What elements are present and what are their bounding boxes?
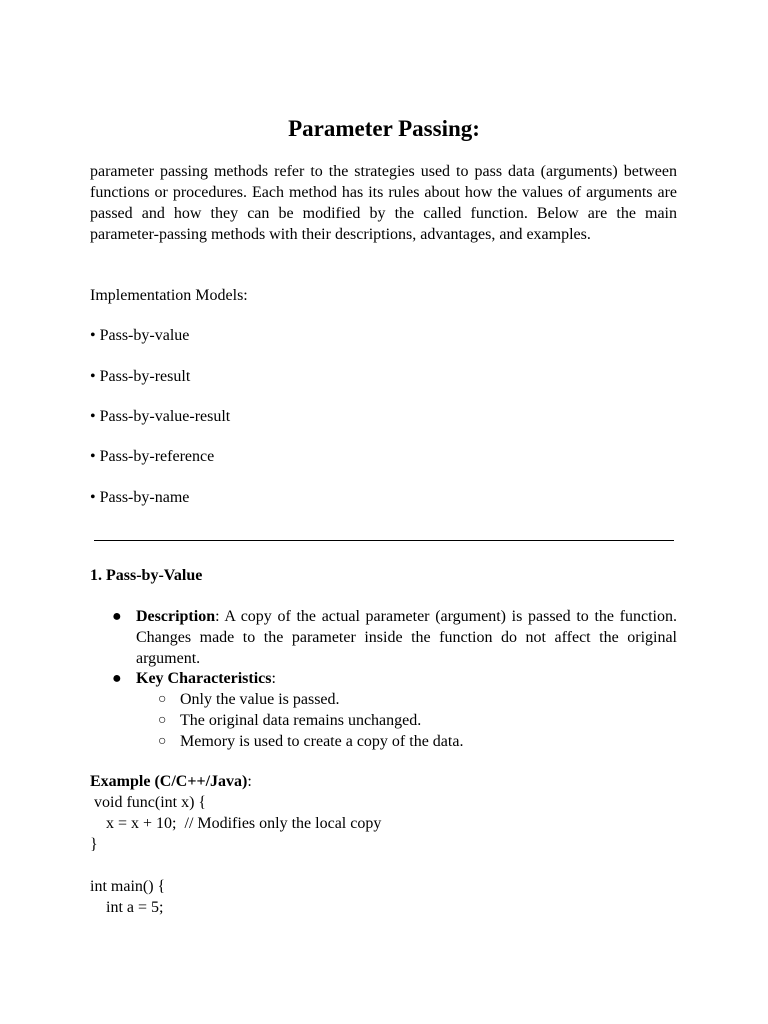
- key-characteristics-label: Key Characteristics: [136, 670, 272, 687]
- model-item: • Pass-by-value-result: [90, 408, 231, 425]
- description-item: [136, 606, 677, 669]
- circle-bullet-icon: ○: [158, 734, 167, 749]
- page-title: Parameter Passing:: [288, 116, 480, 141]
- model-item: • Pass-by-name: [90, 489, 190, 506]
- example-colon: :: [247, 773, 252, 790]
- characteristic-item: Only the value is passed.: [180, 691, 340, 708]
- example-label: Example (C/C++/Java): [90, 773, 248, 790]
- code-line: int a = 5;: [90, 899, 164, 916]
- disc-bullet-icon: ●: [112, 608, 122, 625]
- key-characteristics-colon: :: [271, 670, 276, 687]
- model-item: • Pass-by-result: [90, 368, 191, 385]
- code-line: void func(int x) {: [90, 794, 207, 811]
- horizontal-divider: [94, 540, 674, 541]
- key-characteristics-item: [136, 668, 677, 689]
- code-line: int main() {: [90, 878, 166, 895]
- disc-bullet-icon: ●: [112, 670, 122, 687]
- models-heading: Implementation Models:: [90, 287, 248, 304]
- model-item: • Pass-by-reference: [90, 448, 215, 465]
- characteristic-item: The original data remains unchanged.: [180, 712, 422, 729]
- characteristic-item: Memory is used to create a copy of the data.: [180, 733, 464, 750]
- section-heading-pass-by-value: 1. Pass-by-Value: [90, 567, 203, 584]
- intro-paragraph: parameter passing methods refer to the strategies used to pass data (arguments) between functions or procedures. Each method has its rules about how the values of arguments are passed and how they can be modified by the called function. Below are the main parameter-passing methods with their descriptions, advantages, and examples.: [90, 163, 677, 243]
- code-line: x = x + 10; // Modifies only the local copy: [90, 815, 382, 832]
- circle-bullet-icon: ○: [158, 692, 167, 707]
- example-heading: [90, 771, 252, 792]
- description-label: Description: [136, 608, 216, 625]
- circle-bullet-icon: ○: [158, 713, 167, 728]
- model-item: • Pass-by-value: [90, 327, 190, 344]
- description-text: : A copy of the actual parameter (argument) is passed to the function. Changes made to the parameter inside the function do not affect the original argument.: [136, 608, 677, 667]
- code-line: }: [90, 836, 98, 853]
